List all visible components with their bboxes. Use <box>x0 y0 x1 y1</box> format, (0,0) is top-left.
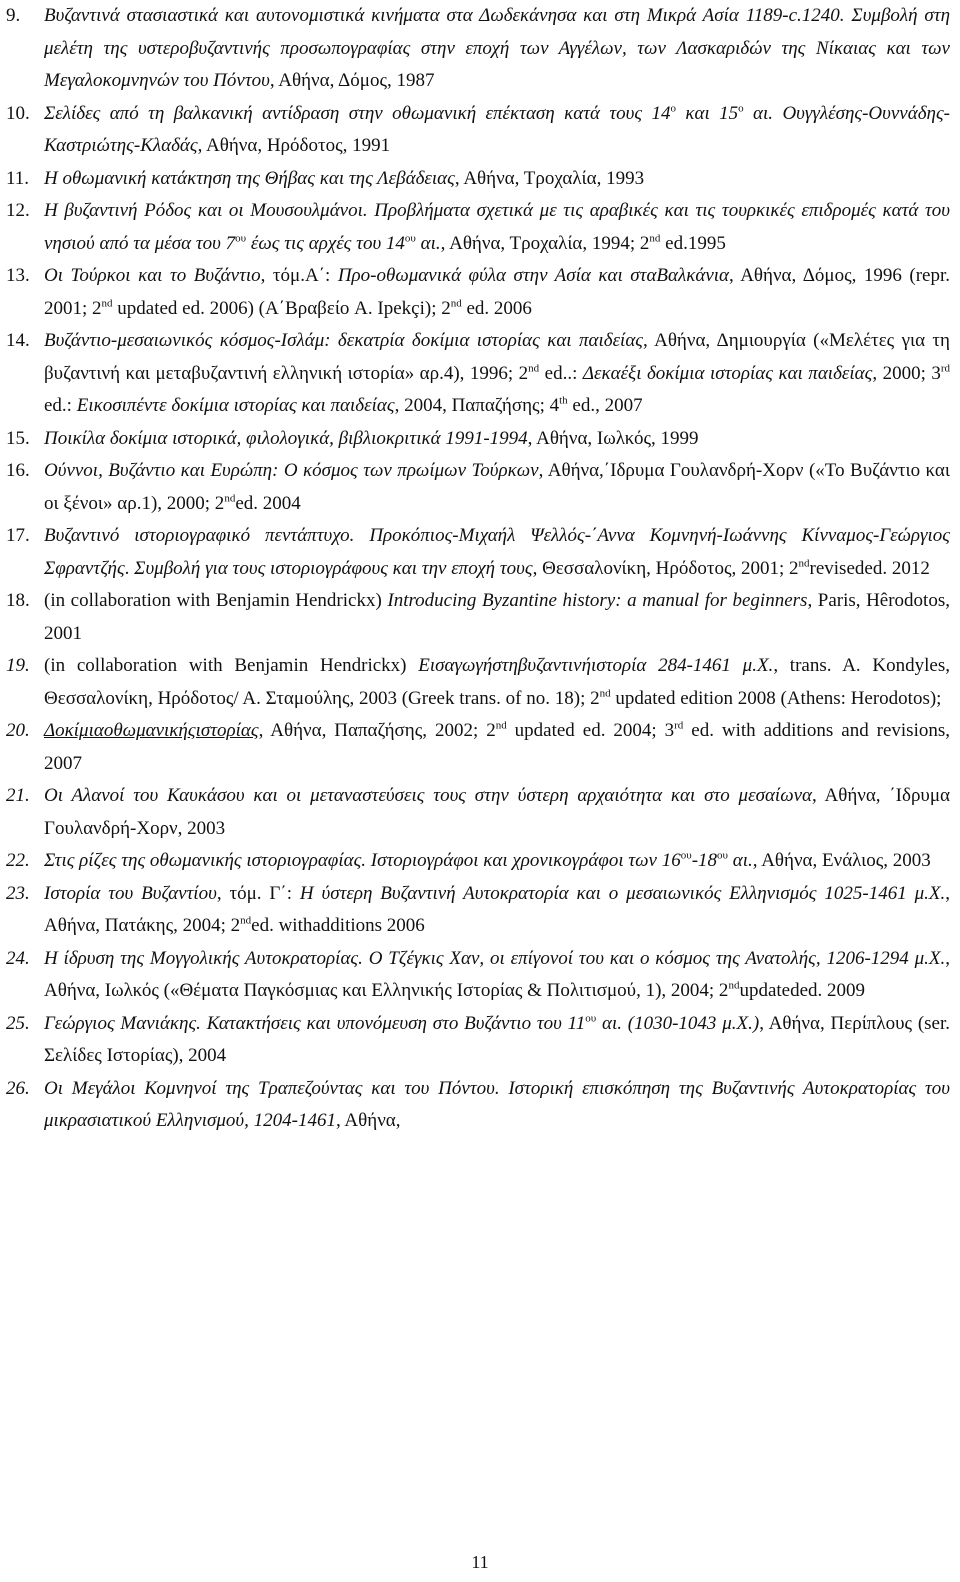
entry-number: 23. <box>6 882 30 904</box>
citation-text: , Αθήνα, Παπαζήσης, 2002; 2 <box>258 720 496 741</box>
bibliography-entry <box>6 260 950 325</box>
italic-title-text: Στις ρίζες της οθωμανικής ιστοριογραφίας. Ιστοριογράφοι και χρονικογράφοι των 16 <box>44 850 681 871</box>
ordinal-superscript: nd <box>798 557 810 570</box>
entry-number: 21. <box>6 785 30 806</box>
entry-text <box>44 1073 950 1138</box>
entry-text <box>44 163 950 196</box>
entry-number: 13. <box>6 265 30 286</box>
bibliography-entry <box>6 455 950 520</box>
italic-title-text: και 15 <box>676 102 739 124</box>
citation-text: , Αθήνα, Περίπλους (ser. Σελίδες Ιστορίας), 2004 <box>44 1012 951 1066</box>
italic-title-text: Εικοσιπέντε δοκίμια ιστορίας και παιδείας <box>76 395 395 416</box>
citation-text: ed.1995 <box>660 232 726 254</box>
citation-text: ed., 2007 <box>567 395 643 416</box>
citation-text: , τόμ. Γ΄: <box>216 882 300 904</box>
citation-text: , Αθήνα, Δόμος, 1996 (repr. 2001; 2 <box>44 265 950 319</box>
citation-text: reviseded. 2012 <box>809 557 930 579</box>
italic-title-text: Η ύστερη Βυζαντινή Αυτοκρατορία και ο μεσαιωνικός Ελληνισμός 1025-1461 μ.Χ. <box>299 882 946 904</box>
entry-text <box>44 650 950 715</box>
italic-title-text: Βυζαντινά στασιαστικά και αυτονομιστικά κινήματα στα Δωδεκάνησα και στη Μικρά Ασία 1189-c.1240. Συμβολή στη μελέτη της υστεροβυζαντινής προσωπογραφίας στην εποχή των Αγγέλων, των Λασκαριδών της Νίκαιας και των Μεγαλοκομνηνών του Πόντου <box>44 5 950 91</box>
italic-title-text: Ούννοι, Βυζάντιο και Ευρώπη: Ο κόσμος των πρωίμων Τούρκων <box>44 460 539 481</box>
italic-title-text: αι. <box>415 232 441 254</box>
citation-text: , Αθήνα, Δόμος, 1987 <box>269 70 435 91</box>
entry-text <box>44 260 950 325</box>
italic-title-text: Η ίδρυση της Μογγολικής Αυτοκρατορίας. Ο Τζέγκις Χαν, οι επίγονοί του και ο κόσμος της Ανατολής, 1206-1294 μ.Χ. <box>44 947 946 969</box>
entry-number: 22. <box>6 850 30 871</box>
entry-number: 10. <box>6 102 30 124</box>
citation-text: ed. withadditions 2006 <box>251 915 425 936</box>
citation-text: , Αθήνα, ΄Ιδρυμα Γουλανδρή-Χορν, 2003 <box>44 785 950 839</box>
italic-title-text: Ουγγλέσης-Ουννάδης-Καστριώτης-Κλαδάς <box>44 102 950 156</box>
citation-text: updated edition 2008 (Athens: Herodotos); <box>610 687 942 709</box>
entry-text <box>44 943 950 1008</box>
italic-title-text: Δοκίμιαοθωμανικήςιστορίας <box>44 720 259 741</box>
entry-text <box>44 780 950 845</box>
italic-title-text: Η οθωμανική κατάκτηση της Θήβας και της Λεβάδειας <box>44 167 455 189</box>
entry-text <box>44 98 950 163</box>
bibliography-entry <box>6 163 950 196</box>
italic-title-text: Η βυζαντινή Ρόδος και οι Μουσουλμάνοι. Προβλήματα σχετικά με τις αραβικές και τις τουρκικές επιδρομές κατά του νησιού από τα μέσα του 7 <box>44 200 950 254</box>
ordinal-superscript: nd <box>728 979 740 992</box>
ordinal-superscript: ου <box>585 1012 597 1025</box>
italic-title-text: Οι Αλανοί του Καυκάσου και οι μεταναστεύσεις τους στην ύστερη αρχαιότητα και στο μεσαίωνα <box>44 785 813 806</box>
bibliography-entry <box>6 0 950 98</box>
citation-text: ed. 2006 <box>461 297 532 319</box>
ordinal-superscript: ου <box>404 232 416 245</box>
entry-number: 11. <box>6 167 30 189</box>
entry-number: 25. <box>6 1012 30 1034</box>
italic-title-text: έως τις αρχές του 14 <box>246 232 405 254</box>
citation-text: updated ed. 2004; 3 <box>506 720 675 741</box>
entry-number: 18. <box>6 590 30 611</box>
entry-text <box>44 455 950 520</box>
entry-number: 15. <box>6 427 30 449</box>
citation-text: , Αθήνα, Δημιουργία («Μελέτες για τη βυζαντινή και μεταβυζαντινή ελληνική ιστορία» αρ.4), 1996; 2 <box>44 330 950 384</box>
citation-text: ed. 2004 <box>235 492 301 514</box>
citation-text: , Paris, Hêrodotos, 2001 <box>44 590 950 644</box>
bibliography-entry <box>6 1073 950 1138</box>
citation-text: , Αθήνα, <box>335 1110 401 1131</box>
citation-text: , Θεσσαλονίκη, Ηρόδοτος, 2001; 2 <box>532 557 799 579</box>
citation-text: ed. with additions and revisions, 2007 <box>44 720 950 774</box>
citation-text: , Αθήνα, Πατάκης, 2004; 2 <box>44 882 950 936</box>
ordinal-superscript: nd <box>599 687 611 700</box>
ordinal-superscript: nd <box>528 362 540 375</box>
italic-title-text: Οι Τούρκοι και το Βυζάντιο <box>44 265 261 286</box>
italic-title-text: -18 <box>691 850 718 871</box>
bibliography-entry <box>6 520 950 585</box>
italic-title-text: Ιστορία του Βυζαντίου <box>44 882 217 904</box>
citation-text: , Αθήνα, Ιωλκός, 1999 <box>527 427 699 449</box>
citation-text: . <box>124 557 135 579</box>
ordinal-superscript: th <box>559 394 568 407</box>
citation-text: , Αθήνα,΄Ιδρυμα Γουλανδρή-Χορν («Το Βυζάντιο και οι ξένοι» αρ.1), 2000; 2 <box>44 460 950 514</box>
entry-text <box>44 520 950 585</box>
entry-number: 9. <box>6 5 21 26</box>
bibliography-entry <box>6 650 950 715</box>
italic-title-text: Βυζαντινό ιστοριογραφικό πεντάπτυχο. Προκόπιος-Μιχαήλ Ψελλός-΄Αννα Κομνηνή-Ιωάννης Κίνναμος-Γεώργιος Σφραντζής <box>44 525 950 579</box>
italic-title-text: Συμβολή για τους ιστοριογράφους και την εποχή τους <box>134 557 533 579</box>
bibliography-entry <box>6 943 950 1008</box>
bibliography-list <box>6 0 950 1138</box>
ordinal-superscript: nd <box>450 297 462 310</box>
italic-title-text: Δεκαέξι δοκίμια ιστορίας και παιδείας <box>582 362 873 384</box>
ordinal-superscript: nd <box>101 297 113 310</box>
italic-title-text: Σελίδες από τη βαλκανική αντίδραση στην οθωμανική επέκταση κατά τους 14 <box>44 102 671 124</box>
bibliography-entry <box>6 715 950 780</box>
entry-number: 20. <box>6 720 30 741</box>
bibliography-entry <box>6 423 950 456</box>
ordinal-superscript: rd <box>674 719 684 732</box>
italic-title-text: Ποικίλα δοκίμια ιστορικά, φιλολογικά, βιβλιοκριτικά 1991-1994 <box>44 427 528 449</box>
entry-text <box>44 845 950 878</box>
page-number: 11 <box>471 1552 489 1572</box>
entry-number: 17. <box>6 525 30 546</box>
italic-title-text: Βυζάντιο-μεσαιωνικός κόσμος-Ισλάμ: δεκατρία δοκίμια ιστορίας και παιδείας <box>44 330 644 351</box>
citation-text: , trans. A. Kondyles, Θεσσαλονίκη, Ηρόδοτος/ Α. Σταμούλης, 2003 (Greek trans. of no. 18); 2 <box>44 655 950 709</box>
entry-text <box>44 715 950 780</box>
bibliography-entry <box>6 1008 950 1073</box>
bibliography-entry <box>6 195 950 260</box>
bibliography-entry <box>6 845 950 878</box>
citation-text: , Αθήνα, Τροχαλία, 1994; 2 <box>440 232 650 254</box>
italic-title-text: Introducing Byzantine history: a manual for beginners <box>387 590 808 611</box>
bibliography-entry <box>6 98 950 163</box>
citation-text: ed..: <box>539 362 583 384</box>
citation-text: updated ed. 2006) (Α΄Βραβείο A. Ipekçi); 2 <box>112 297 451 319</box>
ordinal-superscript: nd <box>224 492 236 505</box>
citation-text: (in collaboration with Benjamin Hendrickx) <box>44 655 419 676</box>
entry-number: 16. <box>6 460 30 481</box>
entry-text <box>44 423 950 456</box>
ordinal-superscript: nd <box>240 914 252 927</box>
entry-number: 24. <box>6 947 30 969</box>
citation-text: , Αθήνα, Ενάλιος, 2003 <box>752 850 931 871</box>
italic-title-text: Οι Μεγάλοι Κομνηνοί της Τραπεζούντας και του Πόντου. Ιστορική επισκόπηση της Βυζαντινής Αυτοκρατορίας του μικρασιατικού Ελληνισμού, 1204-1461 <box>44 1077 950 1131</box>
italic-title-text: Προ-οθωμανικά φύλα στην Ασία και σταΒαλκάνια <box>337 265 729 286</box>
bibliography-entry <box>6 585 950 650</box>
bibliography-entry <box>6 780 950 845</box>
ordinal-superscript: ο <box>738 102 744 115</box>
entry-text <box>44 0 950 98</box>
entry-number: 12. <box>6 200 30 221</box>
italic-title-text: αι. <box>743 102 774 124</box>
entry-number: 19. <box>6 655 30 676</box>
entry-number: 26. <box>6 1077 30 1099</box>
entry-text <box>44 1008 950 1073</box>
italic-title-text: αι. <box>727 850 753 871</box>
citation-text: , Αθήνα, Ιωλκός («Θέματα Παγκόσμιας και Ελληνικής Ιστορίας & Πολιτισμού, 1), 2004; 2 <box>44 947 950 1001</box>
ordinal-superscript: ου <box>680 849 692 862</box>
citation-text: , τόμ.Α΄: <box>260 265 338 286</box>
ordinal-superscript: rd <box>940 362 951 375</box>
entry-text <box>44 585 950 650</box>
italic-title-text: αι. (1030-1043 μ.Χ.) <box>596 1012 760 1034</box>
ordinal-superscript: ου <box>235 232 247 245</box>
italic-title-text: Εισαγωγήστηβυζαντινήιστορία 284-1461 μ.Χ. <box>418 655 774 676</box>
entry-text <box>44 878 950 943</box>
citation-text: , 2000; 3 <box>872 362 941 384</box>
ordinal-superscript: nd <box>649 232 661 245</box>
citation-text: , 2004, Παπαζήσης; 4 <box>394 395 560 416</box>
citation-text: updateded. 2009 <box>739 980 866 1001</box>
citation-text: ed.: <box>44 395 77 416</box>
ordinal-superscript: ου <box>717 849 728 862</box>
ordinal-superscript: ο <box>670 102 676 115</box>
italic-title-text: Γεώργιος Μανιάκης. Κατακτήσεις και υπονόμευση στο Βυζάντιο του 11 <box>44 1012 586 1034</box>
ordinal-superscript: nd <box>495 719 507 732</box>
citation-text: , Αθήνα, Ηρόδοτος, 1991 <box>197 135 391 156</box>
entry-text <box>44 325 950 423</box>
citation-text: (in collaboration with Benjamin Hendrickx) <box>44 590 388 611</box>
bibliography-entry <box>6 878 950 943</box>
bibliography-entry <box>6 325 950 423</box>
entry-number: 14. <box>6 330 30 351</box>
entry-text <box>44 195 950 260</box>
citation-text: , Αθήνα, Τροχαλία, 1993 <box>454 167 645 189</box>
